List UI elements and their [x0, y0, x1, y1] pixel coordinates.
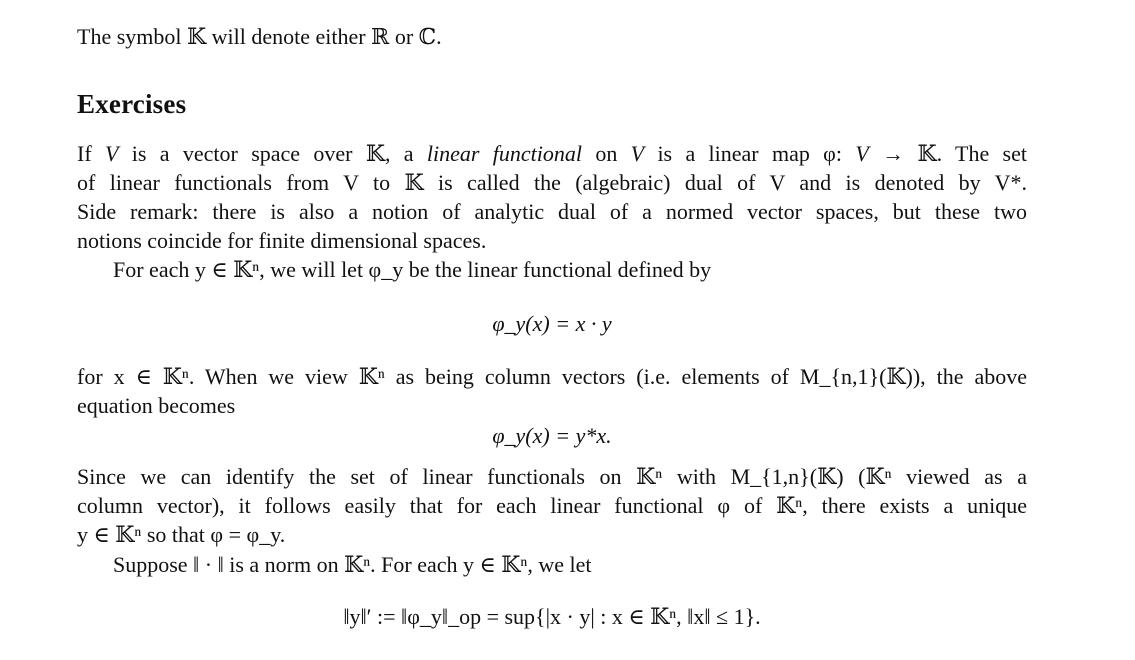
paragraph-1-line-2: of linear functionals from V to 𝕂 is called the (algebraic) dual of V and is denoted by V*.: [77, 170, 1027, 195]
equation-1: φ_y(x) = x · y: [492, 311, 612, 336]
emphasized-term: linear functional: [426, 141, 582, 166]
paragraph-4-line-2: column vector), it follows easily that for each linear functional φ of 𝕂ⁿ, there exists a unique: [77, 493, 1027, 518]
math-var: V: [855, 141, 869, 166]
equation-3: ‖y‖′ := ‖φ_y‖_op = sup{|x · y| : x ∈ 𝕂ⁿ, ‖x‖ ≤ 1}.: [343, 604, 761, 629]
paragraph-1-line-3: Side remark: there is also a notion of analytic dual of a normed vector spaces, but these two: [77, 199, 1027, 224]
paragraph-4-line-3: y ∈ 𝕂ⁿ so that φ = φ_y.: [77, 522, 286, 547]
math-var: V: [630, 141, 645, 166]
text-run: → 𝕂. The set: [868, 141, 1027, 166]
paragraph-5: Suppose ‖ · ‖ is a norm on 𝕂ⁿ. For each y ∈ 𝕂ⁿ, we let: [113, 552, 592, 577]
paragraph-4-line-1: Since we can identify the set of linear functionals on 𝕂ⁿ with M_{1,n}(𝕂) (𝕂ⁿ viewed as a: [77, 464, 1027, 489]
text-run: on: [581, 141, 631, 166]
equation-2: φ_y(x) = y*x.: [492, 423, 612, 448]
paragraph-3-line-1: for x ∈ 𝕂ⁿ. When we view 𝕂ⁿ as being column vectors (i.e. elements of M_{n,1}(𝕂)), the above: [77, 364, 1027, 389]
paragraph-1-line-1: [77, 139, 1027, 169]
text-run: is a linear map φ:: [644, 141, 856, 166]
text-run: If: [77, 141, 105, 166]
intro-sentence: The symbol 𝕂 will denote either ℝ or ℂ.: [77, 24, 442, 49]
math-var: V: [105, 141, 119, 166]
paragraph-3-line-2: equation becomes: [77, 393, 236, 418]
text-run: is a vector space over 𝕂, a: [118, 141, 427, 166]
section-heading: Exercises: [77, 89, 187, 119]
paragraph-2: For each y ∈ 𝕂ⁿ, we will let φ_y be the linear functional defined by: [113, 257, 712, 282]
paragraph-1-line-4: notions coincide for finite dimensional spaces.: [77, 228, 487, 253]
